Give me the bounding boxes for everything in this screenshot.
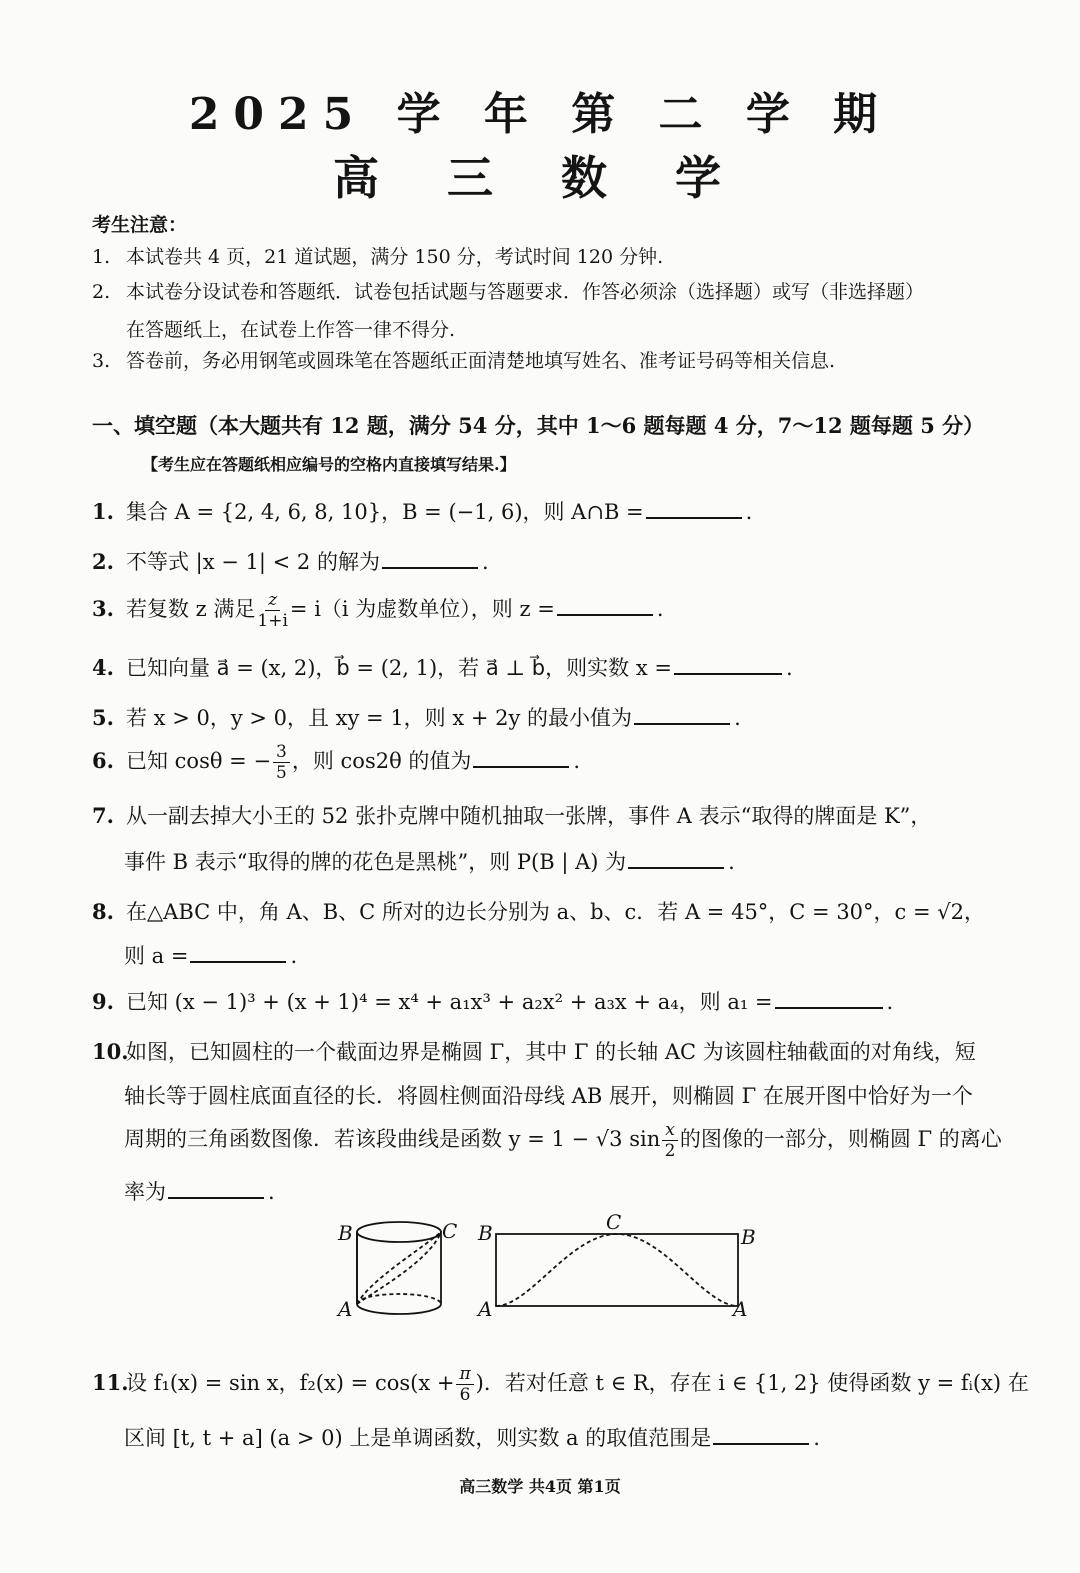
unfolded-label-b-left: B <box>478 1221 493 1245</box>
question-text-rest: )．若对任意 t ∈ R，存在 i ∈ {1, 2} 使得函数 y = fᵢ(x) 在 <box>475 1371 1029 1395</box>
question-number: 2. <box>92 549 114 574</box>
question-text: 区间 [t, t + a] (a > 0) 上是单调函数，则实数 a 的取值范围是 <box>124 1426 712 1450</box>
answer-blank <box>190 943 286 963</box>
question-10 <box>92 1036 976 1066</box>
notice-item-number: 3. <box>92 350 111 372</box>
cylinder-label-b: B <box>338 1221 353 1245</box>
unfolded-diagram <box>496 1234 738 1306</box>
question-number: 4. <box>92 655 114 680</box>
question-10-line3 <box>124 1120 1002 1161</box>
notice-item-number: 1. <box>92 246 111 268</box>
question-text-rest: ，则 cos2θ 的值为 <box>291 749 472 773</box>
answer-blank <box>713 1425 809 1445</box>
unfolded-label-b-right: B <box>741 1225 756 1249</box>
fraction-numerator: 3 <box>273 742 290 763</box>
question-number: 1. <box>92 499 114 524</box>
answer-blank <box>674 655 782 675</box>
question-text: 不等式 |x − 1| < 2 的解为 <box>126 550 380 574</box>
question-number: 10. <box>92 1039 129 1064</box>
question-8 <box>92 896 985 926</box>
question-8-line2 <box>124 940 297 970</box>
question-text: 从一副去掉大小王的 52 张扑克牌中随机抽取一张牌，事件 A 表示“取得的牌面是 K”， <box>126 804 932 828</box>
question-4 <box>92 652 793 682</box>
question-7-line2 <box>124 846 735 876</box>
question-text: 若复数 z 满足 <box>126 597 256 621</box>
question-number: 6. <box>92 748 114 773</box>
question-11 <box>92 1364 1029 1405</box>
answer-blank <box>473 748 569 768</box>
cylinder-top-ellipse <box>357 1222 441 1242</box>
answer-blank <box>382 549 478 569</box>
fraction <box>456 1364 473 1405</box>
period: . <box>813 1426 820 1450</box>
question-text: 率为 <box>124 1180 166 1204</box>
question-text: 设 f₁(x) = sin x，f₂(x) = cos(x + <box>126 1371 455 1395</box>
answer-blank <box>775 989 883 1009</box>
question-text: 已知 (x − 1)³ + (x + 1)⁴ = x⁴ + a₁x³ + a₂x² + a₃x + a₄，则 a₁ = <box>126 990 773 1014</box>
period: . <box>886 990 894 1014</box>
question-number: 5. <box>92 705 114 730</box>
answer-blank <box>646 499 742 519</box>
question-text: 事件 B 表示“取得的牌的花色是黑桃”，则 P(B | A) 为 <box>124 850 627 874</box>
exam-subject-title: 高 三 数 学 <box>332 151 748 205</box>
period: . <box>268 1180 275 1204</box>
fraction-denominator: 5 <box>276 763 287 783</box>
question-3 <box>92 590 664 631</box>
period: . <box>785 656 793 680</box>
fraction <box>273 742 290 783</box>
unfolded-label-a-left: A <box>478 1297 493 1321</box>
notice-item-text: 本试卷分设试卷和答题纸．试卷包括试题与答题要求．作答必须涂（选择题）或写（非选择题） <box>126 281 925 303</box>
question-text: 周期的三角函数图像．若该段曲线是函数 y = 1 − √3 sin <box>124 1127 661 1151</box>
period: . <box>573 749 581 773</box>
unfolded-rectangle <box>496 1234 738 1306</box>
question-text: 已知向量 a⃗ = (x, 2)，b⃗ = (2, 1)，若 a⃗ ⊥ b⃗，则实数 x = <box>126 656 672 680</box>
unfolded-label-c: C <box>606 1210 622 1234</box>
answer-blank <box>628 849 724 869</box>
question-1 <box>92 496 752 526</box>
fraction-denominator: 6 <box>459 1385 471 1405</box>
question-text: 在△ABC 中，角 A、B、C 所对的边长分别为 a、b、c．若 A = 45°，C = 30°，c = √2， <box>126 900 985 924</box>
question-10-line4 <box>124 1176 275 1206</box>
sine-curve <box>496 1234 738 1306</box>
notice-item-3 <box>92 349 835 373</box>
section-title: 一、填空题（本大题共有 12 题，满分 54 分，其中 1～6 题每题 4 分，7～12 题每题 5 分） <box>92 413 985 438</box>
page-footer: 高三数学 共4页 第1页 <box>459 1477 621 1496</box>
answer-blank <box>168 1179 264 1199</box>
cylinder-label-a: A <box>338 1297 353 1321</box>
question-11-line2 <box>124 1422 820 1452</box>
question-number: 8. <box>92 899 114 924</box>
notice-item-text: 本试卷共 4 页，21 道试题，满分 150 分，考试时间 120 分钟. <box>126 246 664 268</box>
fraction-numerator: π <box>456 1364 473 1385</box>
answer-blank <box>557 596 653 616</box>
question-9 <box>92 986 893 1016</box>
fraction <box>257 590 288 631</box>
notice-item-2 <box>92 280 924 304</box>
unfolded-label-a-right: A <box>733 1297 748 1321</box>
fraction <box>662 1120 678 1161</box>
question-6 <box>92 742 580 783</box>
fraction-numerator: x <box>662 1120 678 1141</box>
cylinder-figure <box>330 1210 770 1328</box>
cylinder-diagram <box>357 1222 441 1314</box>
question-7 <box>92 800 931 830</box>
question-number: 3. <box>92 596 114 621</box>
notice-heading: 考生注意： <box>92 214 188 236</box>
question-5 <box>92 702 741 732</box>
notice-item-text: 答卷前，务必用钢笔或圆珠笔在答题纸正面清楚地填写姓名、准考证号码等相关信息. <box>126 350 836 372</box>
fraction-numerator: z <box>265 590 280 611</box>
question-10-line2: 轴长等于圆柱底面直径的长．将圆柱侧面沿母线 AB 展开，则椭圆 Γ 在展开图中恰好为一个 <box>124 1084 973 1108</box>
period: . <box>734 706 741 730</box>
question-text: 则 a = <box>124 944 189 968</box>
question-text: 若 x > 0，y > 0，且 xy = 1，则 x + 2y 的最小值为 <box>126 706 633 730</box>
question-number: 11. <box>92 1370 129 1395</box>
period: . <box>656 597 664 621</box>
question-text: 已知 cosθ = − <box>126 749 272 773</box>
question-text-rest: 的图像的一部分，则椭圆 Γ 的离心 <box>679 1127 1002 1151</box>
period: . <box>728 850 735 874</box>
cylinder-bottom-front <box>357 1304 441 1314</box>
fraction-denominator: 1+i <box>257 611 288 631</box>
question-text-rest: = i（i 为虚数单位），则 z = <box>289 597 555 621</box>
notice-item-number: 2. <box>92 281 111 303</box>
question-2 <box>92 546 489 576</box>
question-number: 7. <box>92 803 114 828</box>
question-text: 集合 A = {2, 4, 6, 8, 10}，B = (−1, 6)，则 A∩B = <box>126 500 644 524</box>
cylinder-label-c: C <box>442 1219 458 1243</box>
question-number: 9. <box>92 989 114 1014</box>
notice-item-1 <box>92 245 663 269</box>
fraction-denominator: 2 <box>664 1141 676 1161</box>
period: . <box>481 550 489 574</box>
period: . <box>745 500 753 524</box>
answer-blank <box>634 705 730 725</box>
question-text: 如图，已知圆柱的一个截面边界是椭圆 Γ，其中 Γ 的长轴 AC 为该圆柱轴截面的对角线，短 <box>126 1040 976 1064</box>
period: . <box>290 944 298 968</box>
notice-item-2-continued: 在答题纸上，在试卷上作答一律不得分. <box>126 319 456 341</box>
section-instruction: 【考生应在答题纸相应编号的空格内直接填写结果.】 <box>142 455 516 474</box>
exam-term-title: 2025 学 年 第 二 学 期 <box>188 89 892 140</box>
